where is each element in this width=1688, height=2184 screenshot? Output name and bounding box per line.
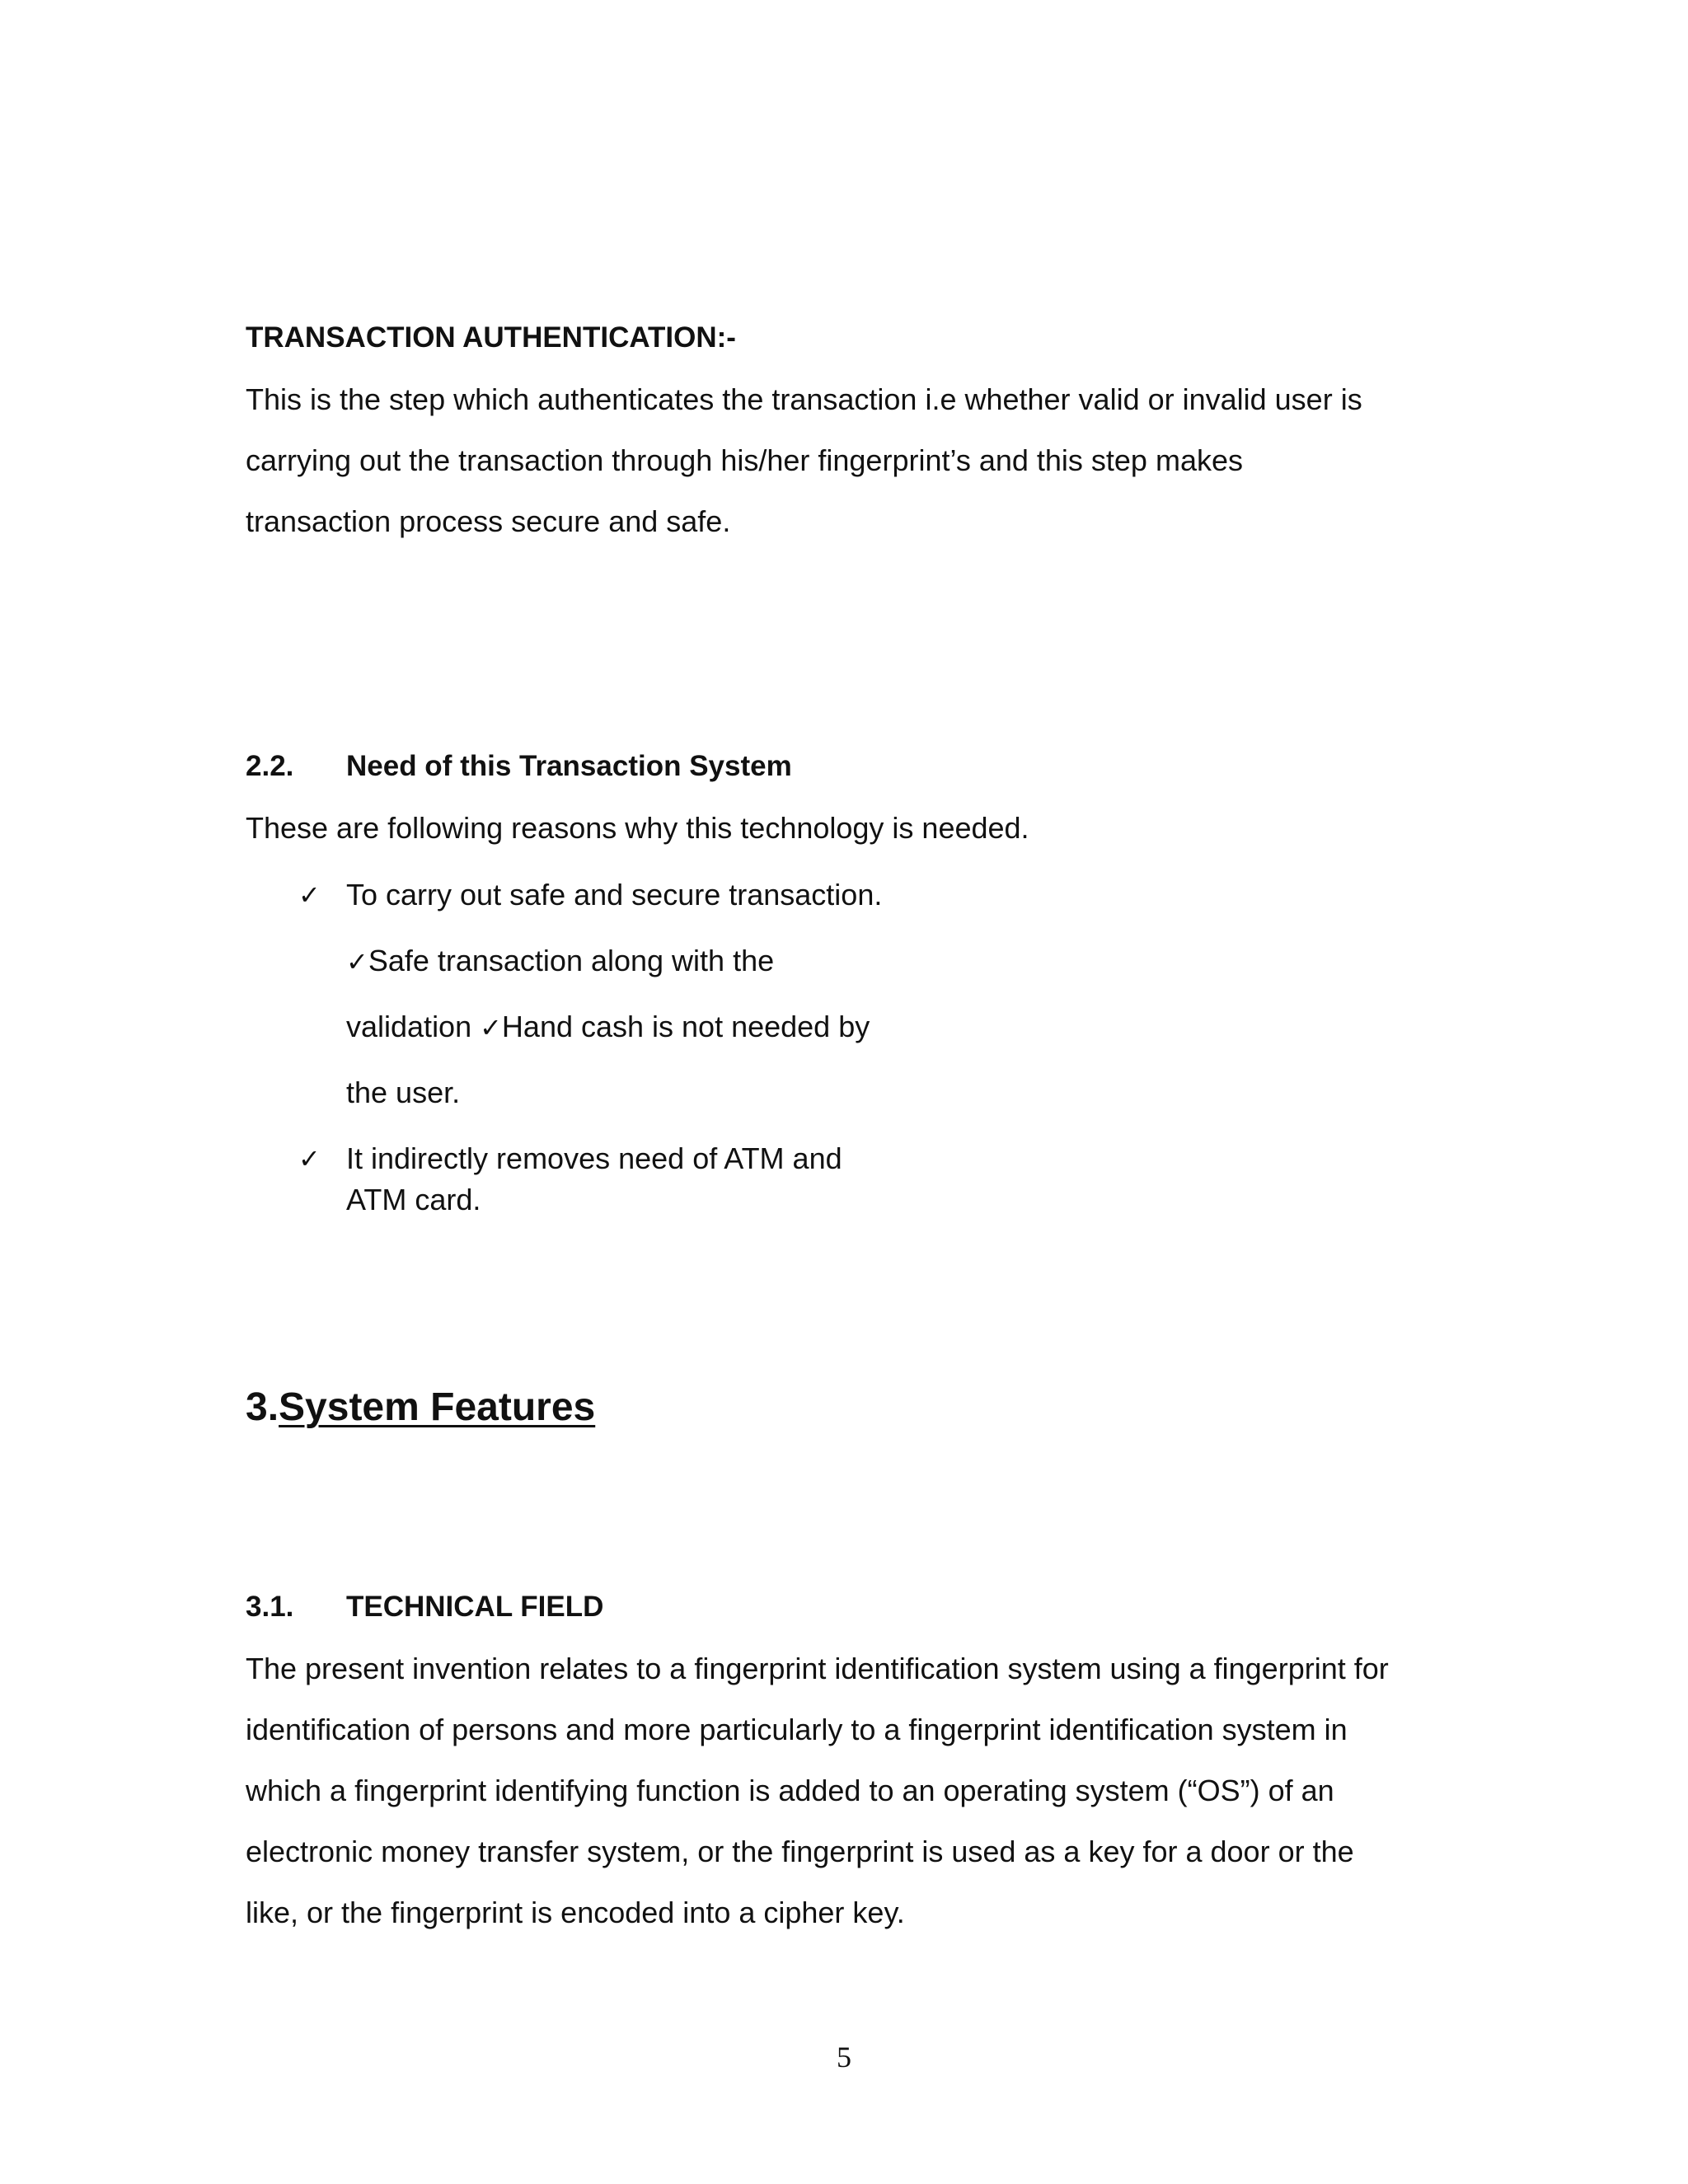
paragraph-line: The present invention relates to a fingerprint identification system using a fingerprint for [246,1652,1389,1685]
section-number-2-2: 2.2. [246,750,294,782]
list-item-continuation: the user. [346,1076,461,1109]
checkmark-icon: ✓ [298,879,321,911]
list-item-safe-secure-transaction: To carry out safe and secure transaction. [346,878,883,912]
paragraph-line: electronic money transfer system, or the fingerprint is used as a key for a door or the [246,1835,1354,1868]
paragraph-line: carrying out the transaction through his/her fingerprint’s and this step makes [246,443,1243,477]
chapter-number: 3. [246,1385,279,1429]
chapter-title-system-features [246,1385,595,1431]
list-item-continuation [346,1010,870,1044]
page-number: 5 [837,2041,851,2074]
section-title-technical-field: TECHNICAL FIELD [346,1591,604,1623]
list-item-text: Safe transaction along with the [368,944,775,977]
chapter-title-text: System Features [279,1385,596,1429]
transaction-authentication-heading: TRANSACTION AUTHENTICATION:- [246,321,736,354]
paragraph-line: transaction process secure and safe. [246,504,731,538]
list-item-continuation: ATM card. [346,1183,481,1216]
technical-field-paragraph [246,1638,1457,1943]
paragraph-line: which a fingerprint identifying function is added to an operating system (“OS”) of an [246,1774,1334,1807]
paragraph-line: identification of persons and more particularly to a fingerprint identification system in [246,1713,1348,1746]
transaction-authentication-paragraph [246,369,1457,552]
section-title-need-of-transaction-system: Need of this Transaction System [346,750,792,782]
checkmark-icon: ✓ [346,946,368,977]
checkmark-icon: ✓ [298,1143,321,1174]
paragraph-line: This is the step which authenticates the transaction i.e whether valid or invalid user is [246,382,1362,416]
list-item-safe-transaction-validation [346,944,774,978]
list-item-text: Hand cash is not needed by [501,1010,870,1043]
section-number-3-1: 3.1. [246,1591,294,1623]
list-item-removes-atm-need: It indirectly removes need of ATM and [346,1141,842,1175]
list-item-text: validation [346,1010,481,1043]
paragraph-line: like, or the fingerprint is encoded into a cipher key. [246,1896,905,1929]
section-2-2-intro: These are following reasons why this technology is needed. [246,811,1029,845]
checkmark-icon: ✓ [480,1012,502,1043]
